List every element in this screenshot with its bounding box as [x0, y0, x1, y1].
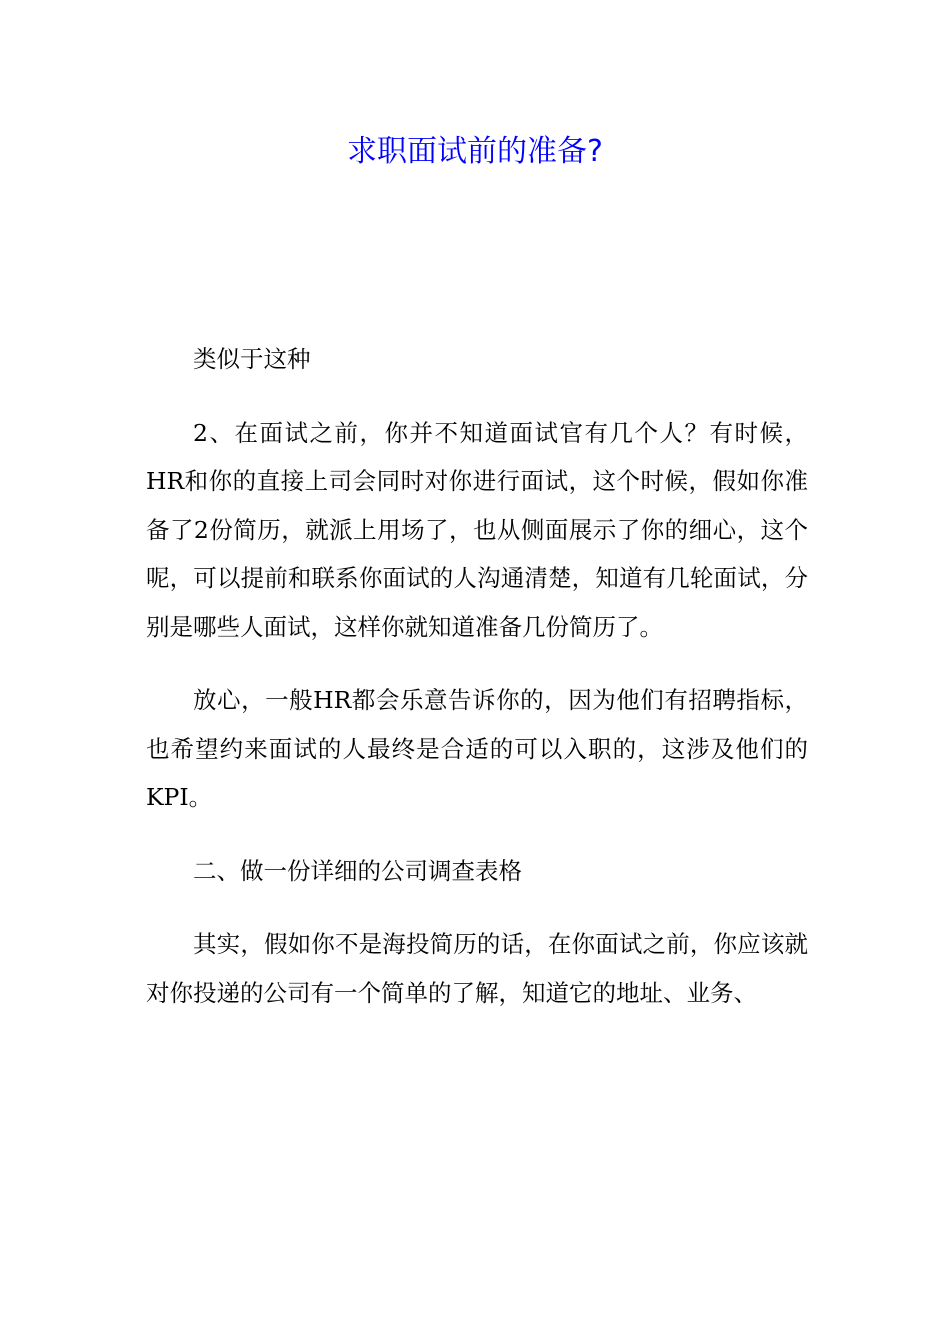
- section-heading-company-research: 二、做一份详细的公司调查表格: [193, 856, 522, 885]
- document-title: 求职面试前的准备?: [347, 134, 603, 169]
- document-body: [146, 335, 808, 1042]
- paragraph-hr-kpi: 放心，一般HR都会乐意告诉你的，因为他们有招聘指标，也希望约来面试的人最终是合适的可以入职的，这涉及他们的KPI。: [146, 686, 808, 811]
- paragraph-interviewer-count: 2、在面试之前，你并不知道面试官有几个人？有时候，HR和你的直接上司会同时对你进行面试，这个时候，假如你准备了2份简历，就派上用场了，也从侧面展示了你的细心，这个呢，可以提前和联系你面试的人沟通清楚，知道有几轮面试，分别是哪些人面试，这样你就知道准备几份简历了。: [146, 418, 808, 641]
- paragraph-company-research: 其实，假如你不是海投简历的话，在你面试之前，你应该就对你投递的公司有一个简单的了解，知道它的地址、业务、: [146, 930, 808, 1007]
- paragraph-intro: 类似于这种: [193, 345, 311, 373]
